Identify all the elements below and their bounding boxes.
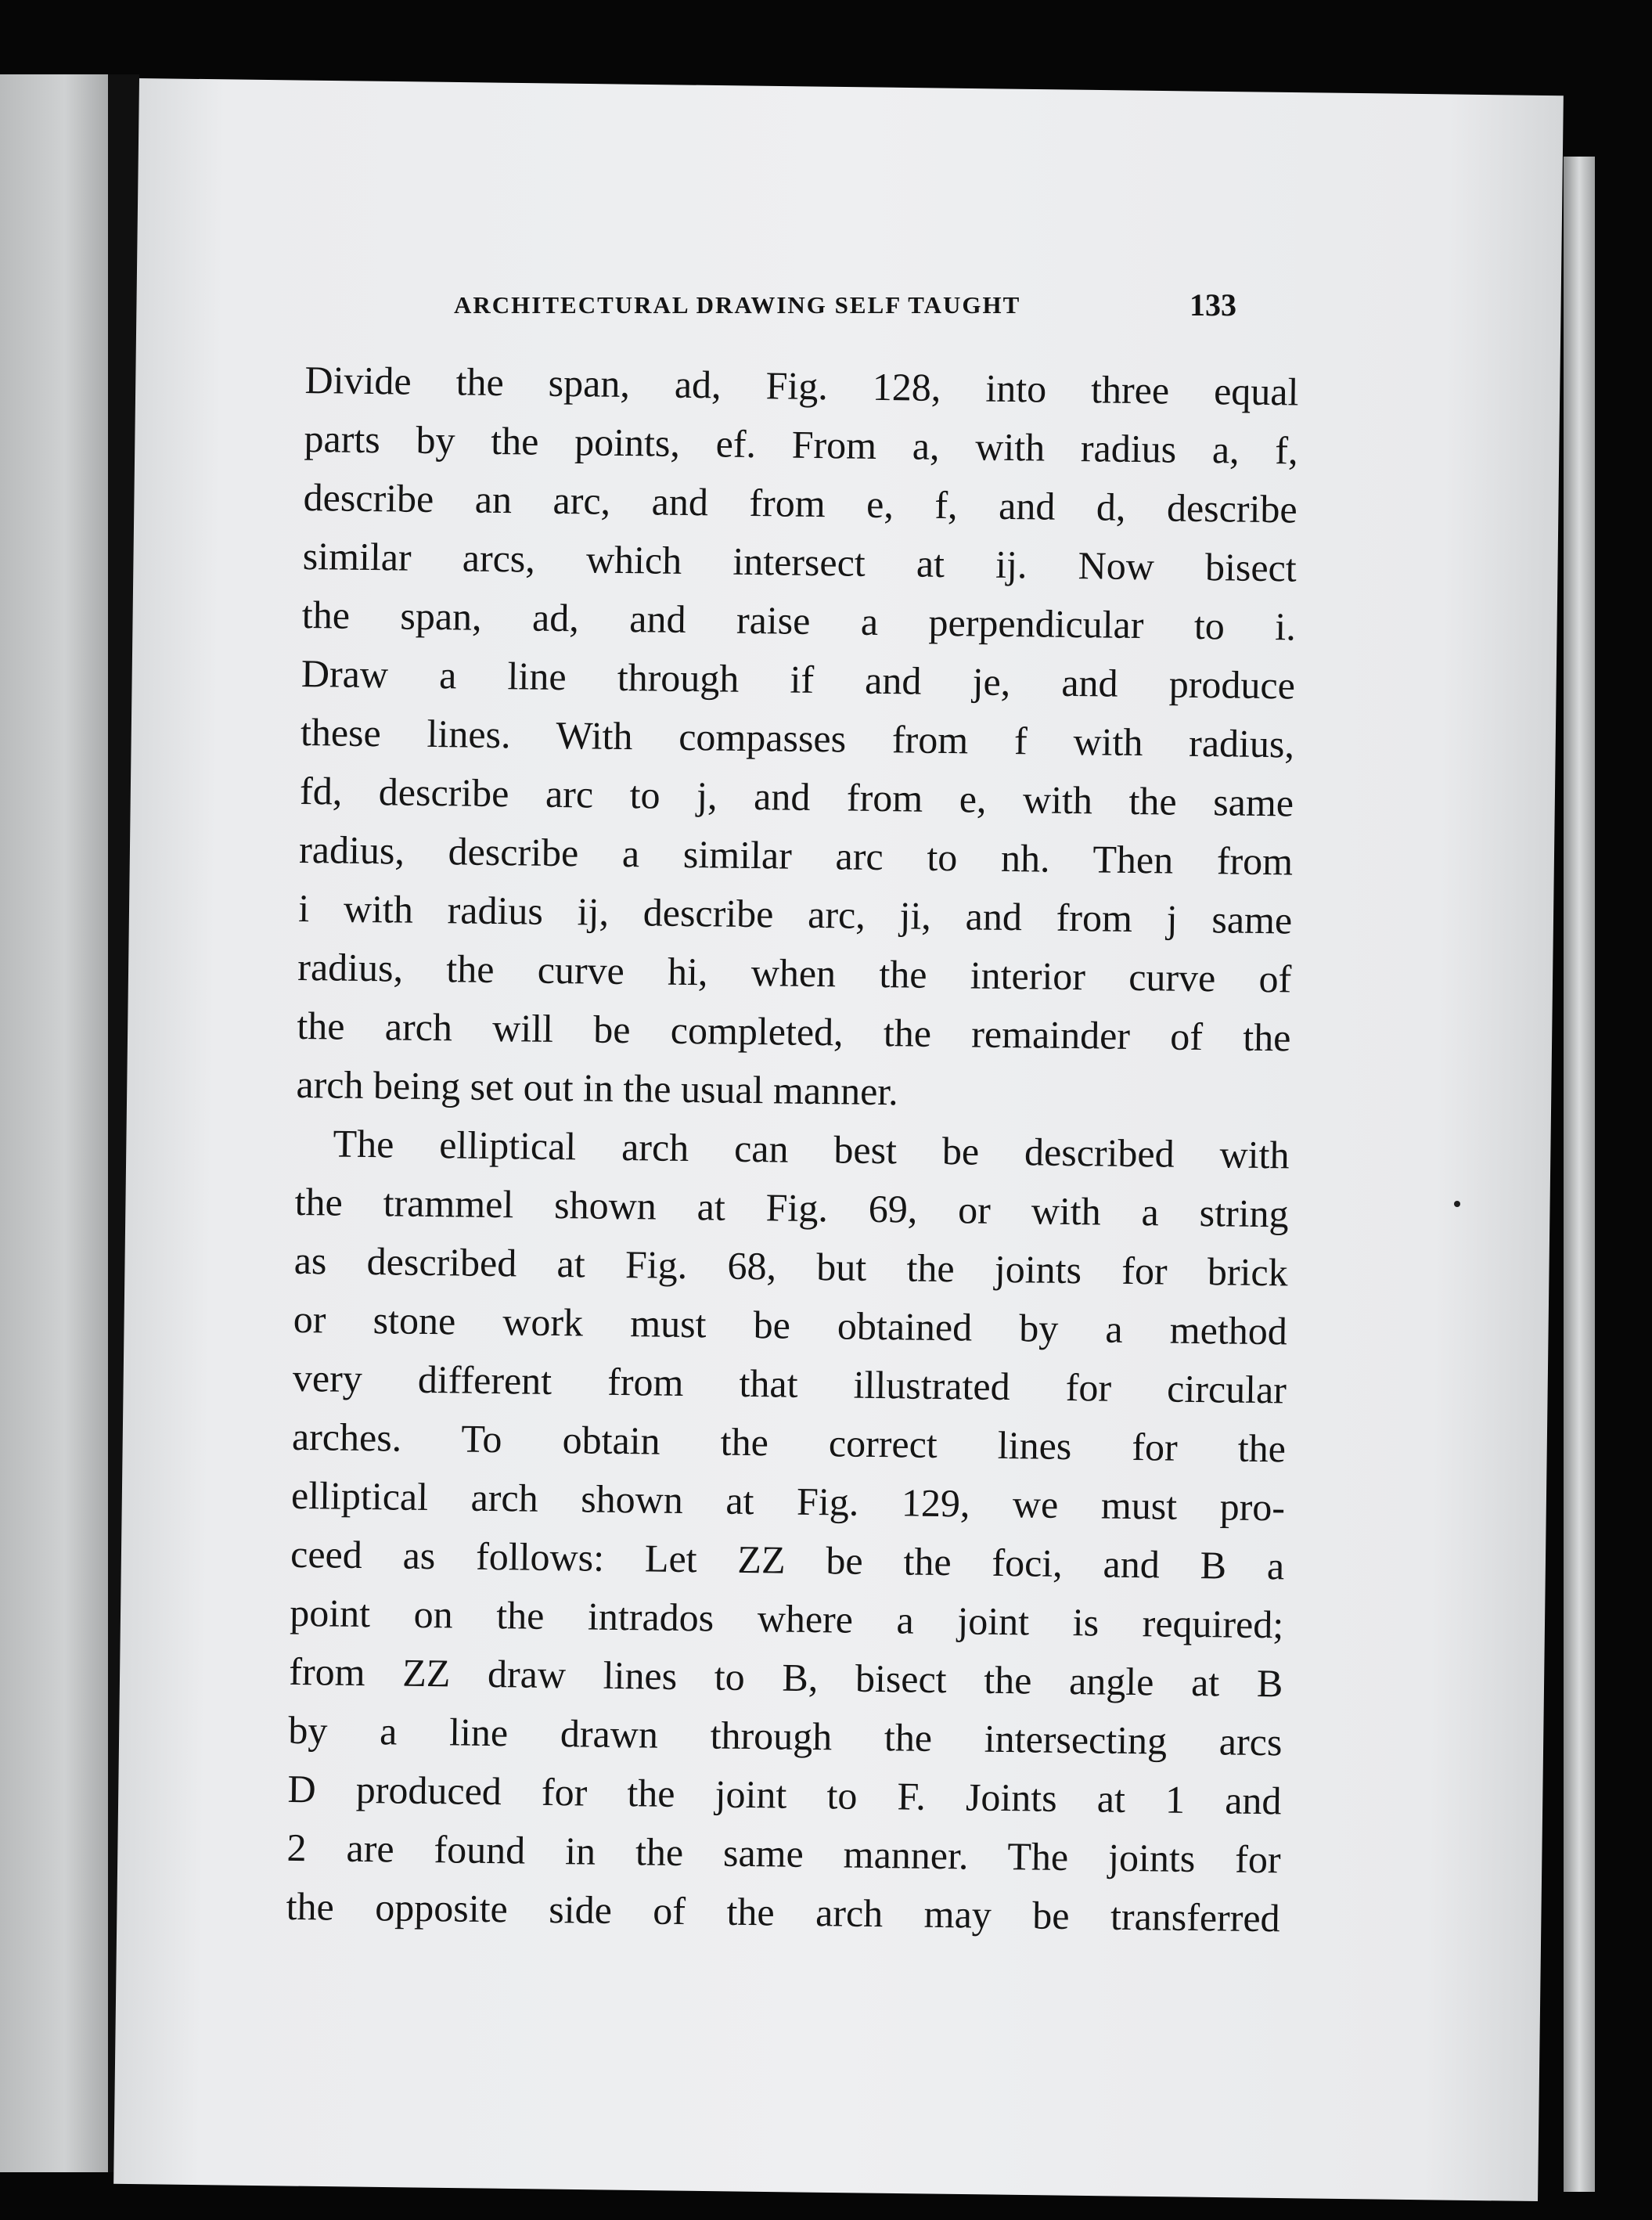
text-line: very different from that illustrated for circular — [292, 1355, 1287, 1412]
paragraph-2 — [286, 1114, 1290, 1948]
text-line: similar arcs, which intersect at ij. Now bisect — [302, 533, 1297, 590]
text-line: these lines. With compasses from f with radius, — [300, 709, 1295, 766]
text-line: arch being set out in the usual manner. — [296, 1061, 899, 1114]
running-head: ARCHITECTURAL DRAWING SELF TAUGHT — [454, 291, 1021, 319]
text-line: the trammel shown at Fig. 69, or with a string — [294, 1179, 1289, 1236]
text-line: from ZZ draw lines to B, bisect the angle at B — [289, 1649, 1283, 1706]
text-line: the span, ad, and raise a perpendicular to i. — [301, 592, 1297, 649]
text-line: elliptical arch shown at Fig. 129, we must pro- — [290, 1472, 1286, 1530]
text-line: D produced for the joint to F. Joints at 1 and — [287, 1766, 1282, 1823]
text-line: the arch will be completed, the remainder of the — [297, 1003, 1291, 1060]
text-line: i with radius ij, describe arc, ji, and from j same — [297, 885, 1293, 942]
text-line: or stone work must be obtained by a method — [293, 1296, 1288, 1353]
text-line: radius, the curve hi, when the interior curve of — [297, 944, 1292, 1001]
text-line: point on the intrados where a joint is required; — [289, 1590, 1284, 1647]
page-edge-strip — [1564, 157, 1595, 2192]
text-line: The elliptical arch can best be described with — [333, 1121, 1290, 1177]
scan-speck — [1454, 1201, 1460, 1207]
text-line: ceed as follows: Let ZZ be the foci, and B a — [290, 1531, 1285, 1588]
text-line: arches. To obtain the correct lines for the — [291, 1414, 1287, 1471]
text-line: by a line drawn through the intersecting arcs — [288, 1707, 1283, 1764]
text-line: fd, describe arc to j, and from e, with the same — [299, 768, 1294, 825]
text-line: radius, describe a similar arc to nh. Then from — [298, 827, 1294, 884]
body-text — [286, 351, 1299, 1948]
text-line: the opposite side of the arch may be transferred — [286, 1883, 1280, 1941]
text-line: parts by the points, ef. From a, with radius a, f, — [304, 416, 1298, 473]
text-line: 2 are found in the same manner. The joints for — [286, 1825, 1281, 1882]
text-line: as described at Fig. 68, but the joints for brick — [293, 1238, 1289, 1295]
text-line: Draw a line through if and je, and produce — [301, 651, 1296, 708]
text-line: describe an arc, and from e, f, and d, describe — [303, 474, 1297, 532]
facing-page-edge — [0, 74, 108, 2172]
page-number: 133 — [1190, 287, 1236, 323]
text-line: Divide the span, ad, Fig. 128, into three equal — [304, 357, 1299, 414]
paragraph-1 — [296, 351, 1299, 1126]
